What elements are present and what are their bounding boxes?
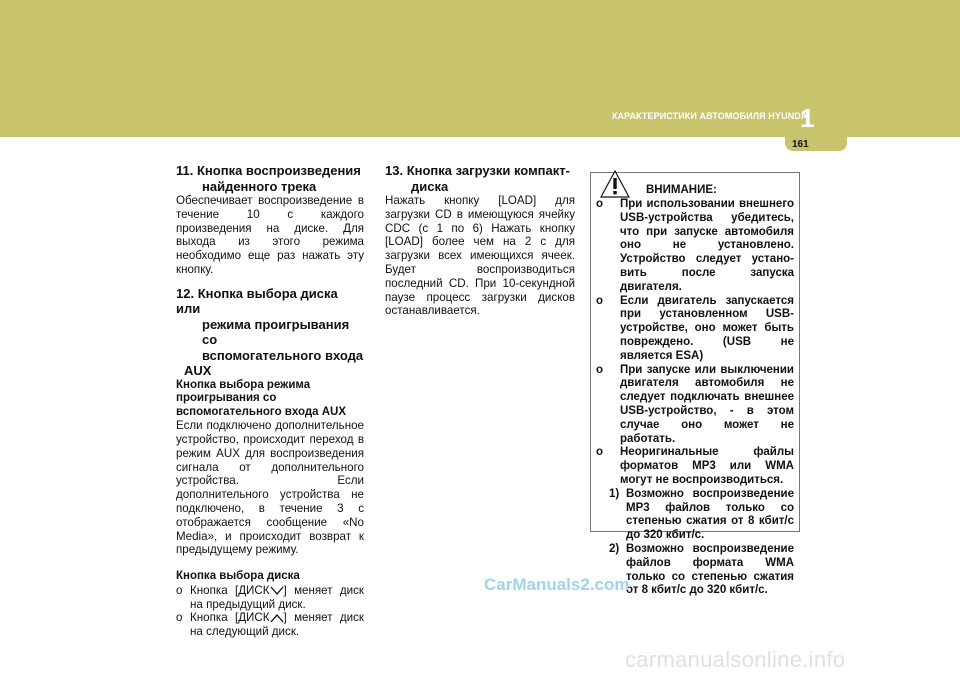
warning-item-3: [596, 364, 794, 447]
warning-subitem-2-text: Возможно воспроизведение файлов формата WMA только со степенью сжатия от 8 кбит/с до 320 кбит/с.: [626, 542, 794, 597]
warning-subitem-1: [596, 488, 794, 543]
header-strip: [45, 38, 917, 137]
warning-item-4-text: Неоригинальные файлы форматов MP3 или WMA могут не воспроизводиться.: [620, 446, 794, 486]
page-number: 161: [792, 139, 809, 150]
watermark-carmanualsonline: carmanualsonline.info: [625, 647, 846, 672]
warning-item-1: [596, 198, 794, 295]
chevron-down-icon: [270, 586, 284, 595]
disc-subheading: Кнопка выбора диска: [176, 570, 300, 583]
warning-subitem-1-text: Возможно воспроизведение MP3 файлов только со степенью сжатия от 8 кбит/с до 320 кбит/с.: [626, 487, 794, 542]
warning-item-2: [596, 295, 794, 364]
disc-bullet-prev: [176, 584, 364, 612]
section-11-heading: [176, 163, 364, 194]
section-12-title-line4: AUX: [184, 363, 212, 379]
section-12-title-line1: Кнопка выбора диска или: [176, 285, 338, 317]
disc-next-text-pre: Кнопка [ДИСК: [190, 611, 270, 625]
section-13-body: Нажать кнопку [LOAD] для загрузки CD в имеющуюся ячейку CDC (с 1 по 6) Нажать кнопку [LOAD] более чем на 2 с для загрузки всех имеющихся ячеек. Будет воспроизводиться последний CD. При 10-секундной паузе процесс загрузки дисков останавливается.: [385, 194, 575, 318]
middle-column: [385, 163, 575, 318]
section-13-heading: [385, 163, 575, 194]
bullet-marker: o: [596, 363, 604, 376]
chapter-number: 1: [800, 103, 815, 133]
warning-item-4: [596, 446, 794, 487]
warning-item-1-text: При использовании внешнего USB-устройства убедитесь, что при запуске автомобиля оно не установлено. Устройство следует устано-вить после запуска двигателя.: [620, 198, 794, 293]
subitem-number: 2): [609, 542, 620, 555]
disc-next-text-post: ] меняет диск на следующий диск.: [190, 611, 364, 639]
bullet-marker: o: [596, 198, 604, 210]
section-13-number: 13.: [385, 163, 404, 178]
section-12-title-line3: вспомогательного входа: [202, 347, 364, 363]
warning-triangle-icon: [600, 170, 630, 198]
aux-subheading: Кнопка выбора режима проигрывания со вспомогательного входа AUX: [176, 378, 347, 418]
bullet-marker: o: [596, 294, 604, 307]
section-11-title-line1: Кнопка воспроизведения: [196, 163, 361, 178]
bullet-marker: o: [176, 583, 183, 597]
chapter-title: ХАРАКТЕРИСТИКИ АВТОМОБИЛЯ HYUNDAI: [611, 111, 810, 121]
section-11-title-line2: найденного трека: [202, 178, 317, 194]
section-13-title-line1: Кнопка загрузки компакт-: [406, 163, 570, 178]
left-column: [176, 163, 364, 639]
section-11-number: 11.: [176, 163, 194, 178]
bullet-marker: o: [596, 446, 604, 459]
section-11-body: Обеспечивает воспроизведение в течение 10 с каждого произведения на диске. Для выхода из этого режима необходимо еще раз нажать эту кнопку.: [176, 194, 364, 276]
warning-item-3-text: При запуске или выключении двигателя автомобиля не следует подключать внешнее USB-устройство, - в этом случае оно может не работать.: [620, 363, 794, 445]
subitem-number: 1): [609, 487, 620, 500]
bullet-marker: o: [176, 611, 183, 625]
disc-prev-text-post: ] меняет диск на предыдущий диск.: [190, 583, 364, 611]
chevron-up-icon: [270, 614, 284, 623]
warning-body: [596, 198, 794, 598]
section-12-number: 12.: [176, 285, 195, 301]
section-12-title-line2: режима проигрывания со: [202, 316, 350, 348]
warning-item-2-text: Если двигатель запускается при установленном USB-устройстве, оно может быть повреждено. (USB не является ESA): [620, 294, 794, 362]
disc-prev-text-pre: Кнопка [ДИСК: [190, 583, 270, 597]
warning-title: ВНИМАНИЕ:: [646, 184, 717, 196]
disc-bullet-next: [176, 611, 364, 639]
section-13-title-line2: диска: [411, 178, 449, 194]
aux-body: Если подключено дополнительное устройство, происходит переход в режим AUX для воспроизведения сигнала от дополнительного устройства. Если дополнительного устройства не подключено, в течение 3 с отображается сообщение «No Media», и происходит возврат к предыдущему режиму.: [176, 419, 364, 557]
section-12-heading: [176, 286, 364, 379]
watermark-carmanuals2[interactable]: CarManuals2.com: [484, 575, 630, 594]
